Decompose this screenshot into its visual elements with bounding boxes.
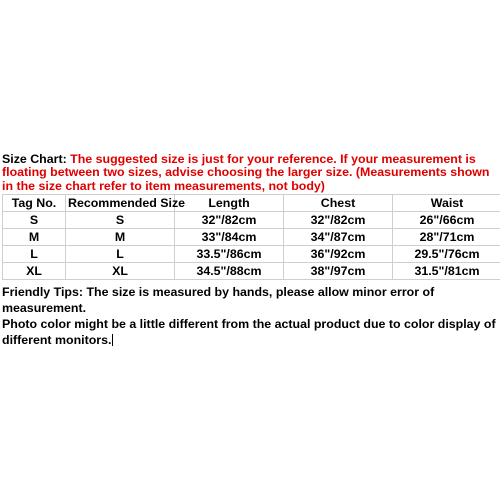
table-row xyxy=(3,229,500,246)
cell-recommended-size: S xyxy=(66,212,175,229)
cell-recommended-size: L xyxy=(66,246,175,263)
cell-waist: 31.5"/81cm xyxy=(393,263,500,280)
size-chart-document xyxy=(2,153,498,348)
header-recommended-size: Recommended Size xyxy=(66,195,175,212)
header-chest: Chest xyxy=(284,195,393,212)
tips-line-1: Friendly Tips: The size is measured by hands, please allow minor error of measurement. xyxy=(2,285,435,316)
cell-length: 32"/82cm xyxy=(175,212,284,229)
size-table xyxy=(2,194,500,280)
table-row xyxy=(3,212,500,229)
cell-chest: 34"/87cm xyxy=(284,229,393,246)
cell-tag: L xyxy=(3,246,66,263)
table-header-row xyxy=(3,195,500,212)
cell-chest: 32"/82cm xyxy=(284,212,393,229)
cell-chest: 38"/97cm xyxy=(284,263,393,280)
cell-length: 33"/84cm xyxy=(175,229,284,246)
cell-length: 34.5"/88cm xyxy=(175,263,284,280)
size-chart-label: Size Chart: xyxy=(2,152,71,166)
cell-length: 33.5"/86cm xyxy=(175,246,284,263)
table-row xyxy=(3,246,500,263)
cell-tag: S xyxy=(3,212,66,229)
cell-tag: M xyxy=(3,229,66,246)
cell-recommended-size: XL xyxy=(66,263,175,280)
header-waist: Waist xyxy=(393,195,500,212)
friendly-tips xyxy=(2,284,498,348)
size-chart-intro xyxy=(2,153,498,193)
tips-line-2: Photo color might be a little different from the actual product due to color display of different monitors. xyxy=(2,317,496,348)
cell-waist: 29.5"/76cm xyxy=(393,246,500,263)
cell-chest: 36"/92cm xyxy=(284,246,393,263)
size-chart-note: The suggested size is just for your reference. If your measurement is floating between two sizes, advise choosing the larger size. (Measurements shown in the size chart refer to item measurements, not body) xyxy=(2,152,490,193)
cell-recommended-size: M xyxy=(66,229,175,246)
cell-tag: XL xyxy=(3,263,66,280)
cell-waist: 26"/66cm xyxy=(393,212,500,229)
header-length: Length xyxy=(175,195,284,212)
table-row xyxy=(3,263,500,280)
cell-waist: 28"/71cm xyxy=(393,229,500,246)
header-tag-no: Tag No. xyxy=(3,195,66,212)
text-cursor xyxy=(112,334,113,346)
